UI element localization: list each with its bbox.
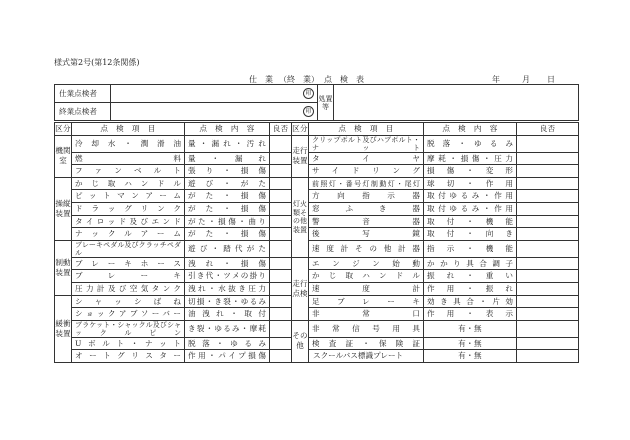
right-content: 脱落・ゆるみ [424, 135, 517, 152]
right-item: かじ取ハンドル [309, 270, 424, 283]
inspection-table [54, 122, 579, 363]
right-item: 速度計 [309, 282, 424, 295]
left-content: 遊び・がた [185, 177, 270, 190]
right-result-cell[interactable] [517, 270, 579, 283]
left-result-cell[interactable] [270, 320, 292, 337]
right-result-cell[interactable] [517, 215, 579, 228]
right-result-cell[interactable] [517, 135, 579, 152]
right-result-cell[interactable] [517, 295, 579, 308]
left-item: シャッシばね [72, 295, 185, 308]
right-result-cell[interactable] [517, 320, 579, 337]
right-result-cell[interactable] [517, 337, 579, 350]
category-suspension: 緩衝装置 [55, 295, 72, 362]
left-content: 油洩れ・取付 [185, 308, 270, 321]
left-result-cell[interactable] [270, 240, 292, 257]
right-result-cell[interactable] [517, 350, 579, 363]
right-item: クリップボルト及びハブボルト・ナット [309, 135, 424, 152]
left-item: かじ取ハンドル [72, 177, 185, 190]
right-item: 足ブレーキ [309, 295, 424, 308]
title-part3: 点 検 表 [324, 75, 364, 84]
header-content: 点 検 内 容 [185, 123, 270, 136]
header-content: 点 検 内 容 [424, 123, 517, 136]
right-item: 方向指示器 [309, 190, 424, 203]
right-item: 後写鏡 [309, 228, 424, 241]
left-result-cell[interactable] [270, 190, 292, 203]
left-item: オートグリスター [72, 350, 185, 363]
left-content: 切損・き裂・ゆるみ [185, 295, 270, 308]
right-item: 非常信号用具 [309, 320, 424, 337]
left-content: 作用・パイプ損傷 [185, 350, 270, 363]
left-item: Uボルト・ナット [72, 337, 185, 350]
right-content: 摩耗・損傷・圧力 [424, 152, 517, 165]
left-content: 洩れ・損傷 [185, 257, 270, 270]
left-result-cell[interactable] [270, 152, 292, 165]
right-content: 有・無 [424, 320, 517, 337]
right-content: 取付・機能 [424, 215, 517, 228]
left-content: 量・漏れ・汚れ [185, 135, 270, 152]
left-content: がた・損傷 [185, 202, 270, 215]
left-item: 圧力計及び空気タンク [72, 282, 185, 295]
right-content: かかり具合調子 [424, 257, 517, 270]
left-result-cell[interactable] [270, 270, 292, 283]
left-result-cell[interactable] [270, 165, 292, 178]
title-part2: （終 業） [279, 75, 319, 84]
right-item: 速度計その他計器 [309, 240, 424, 257]
right-content: 球切・作用 [424, 177, 517, 190]
left-result-cell[interactable] [270, 215, 292, 228]
category-other: その他 [292, 320, 309, 362]
left-content: 量・漏れ [185, 152, 270, 165]
header-result: 良否 [517, 123, 579, 136]
left-result-cell[interactable] [270, 257, 292, 270]
disposal-label: 処置等 [318, 85, 334, 121]
right-content: 効き具合・片効 [424, 295, 517, 308]
right-content: 取付・向き [424, 228, 517, 241]
left-result-cell[interactable] [270, 295, 292, 308]
header-category: 区分 [55, 123, 72, 136]
right-item: スクールバス標識プレート [309, 350, 424, 363]
right-result-cell[interactable] [517, 165, 579, 178]
right-content: 振れ・重い [424, 270, 517, 283]
left-content: がた・損傷 [185, 190, 270, 203]
left-result-cell[interactable] [270, 202, 292, 215]
left-content: 張り・損傷 [185, 165, 270, 178]
left-item: 冷却水・潤滑油 [72, 135, 185, 152]
right-content: 作用・振れ [424, 282, 517, 295]
left-content: がた・損傷・曲り [185, 215, 270, 228]
right-result-cell[interactable] [517, 308, 579, 321]
left-item: ブレーキホース [72, 257, 185, 270]
right-content: 有・無 [424, 350, 517, 363]
left-item: ブレーキペダル及びクラッチペダル [72, 240, 185, 257]
right-content: 有・無 [424, 337, 517, 350]
day-label: 日 [547, 75, 555, 84]
right-item: エンジン始動 [309, 257, 424, 270]
right-result-cell[interactable] [517, 282, 579, 295]
left-item: ピットマンアーム [72, 190, 185, 203]
title-row [54, 74, 578, 84]
start-inspector-label: 仕業点検者 [55, 85, 111, 103]
category-lights: 灯火類その他装置 [292, 177, 309, 257]
left-item: ブレーキ [72, 270, 185, 283]
month-label: 月 [522, 75, 530, 84]
right-result-cell[interactable] [517, 257, 579, 270]
left-item: ナックルアーム [72, 228, 185, 241]
right-item: 非常口 [309, 308, 424, 321]
header-result: 良否 [270, 123, 292, 136]
title-part1: 仕 業 [249, 75, 273, 84]
left-content: 引き代・ツメの掛り [185, 270, 270, 283]
right-content: 取付ゆるみ・作用 [424, 190, 517, 203]
left-content: がた・損傷 [185, 228, 270, 241]
right-item: 窓ふき器 [309, 202, 424, 215]
header-item: 点 検 項 目 [309, 123, 424, 136]
category-braking: 制動装置 [55, 240, 72, 295]
left-result-cell[interactable] [270, 282, 292, 295]
right-item: タイヤ [309, 152, 424, 165]
left-result-cell[interactable] [270, 337, 292, 350]
seal-icon: 印 [303, 106, 314, 117]
right-item: サイドリング [309, 165, 424, 178]
left-item: ファンベルト [72, 165, 185, 178]
right-item: 警音器 [309, 215, 424, 228]
right-result-cell[interactable] [517, 240, 579, 257]
right-result-cell[interactable] [517, 202, 579, 215]
right-result-cell[interactable] [517, 177, 579, 190]
left-content: 遊び・踏代がた [185, 240, 270, 257]
form-label: 様式第2号(第12条関係) [54, 58, 140, 67]
right-content: 作用・表示 [424, 308, 517, 321]
category-engine-room: 機関室 [55, 135, 72, 177]
left-item: ドラッグリンク [72, 202, 185, 215]
disposal-field[interactable] [334, 85, 579, 121]
right-result-cell[interactable] [517, 152, 579, 165]
left-result-cell[interactable] [270, 308, 292, 321]
header-item: 点 検 項 目 [72, 123, 185, 136]
right-result-cell[interactable] [517, 228, 579, 241]
left-result-cell[interactable] [270, 350, 292, 363]
end-inspector-field[interactable] [111, 103, 318, 121]
right-item: 検査証・保険証 [309, 337, 424, 350]
left-content: 洩れ・水抜き圧力 [185, 282, 270, 295]
right-content: 指示・機能 [424, 240, 517, 257]
category-running-check: 走行点検 [292, 257, 309, 320]
start-inspector-field[interactable] [111, 85, 318, 103]
inspector-table [54, 84, 579, 121]
left-content: き裂・ゆるみ・摩耗 [185, 320, 270, 337]
left-content: 脱落・ゆるみ [185, 337, 270, 350]
category-running-gear: 走行装置 [292, 135, 309, 177]
header-category: 区分 [292, 123, 309, 136]
year-label: 年 [492, 75, 500, 84]
left-result-cell[interactable] [270, 228, 292, 241]
left-result-cell[interactable] [270, 135, 292, 152]
left-item: ブラケット・シャックル及びシャックルピン [72, 320, 185, 337]
right-item: 前照灯・番号灯制動灯・尾灯 [309, 177, 424, 190]
left-result-cell[interactable] [270, 177, 292, 190]
seal-icon: 印 [303, 88, 314, 99]
end-inspector-label: 終業点検者 [55, 103, 111, 121]
category-steering: 操縦装置 [55, 177, 72, 240]
right-content: 損傷・変形 [424, 165, 517, 178]
left-item: 燃料 [72, 152, 185, 165]
right-content: 取付ゆるみ・作用 [424, 202, 517, 215]
right-result-cell[interactable] [517, 190, 579, 203]
left-item: タイロッド及びエンド [72, 215, 185, 228]
left-item: ショックアブソーバー [72, 308, 185, 321]
